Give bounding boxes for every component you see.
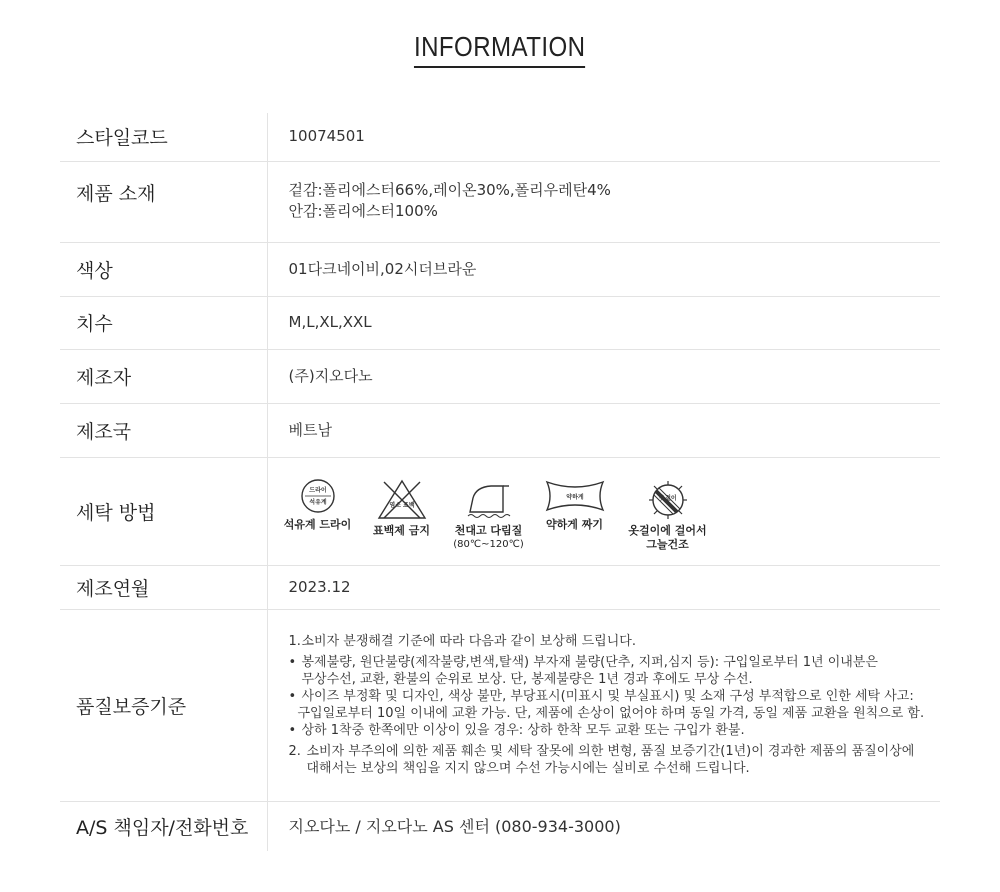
table-row (60, 609, 940, 801)
hang-dry-shade-icon (642, 478, 694, 520)
material-outer: 겉감:폴리에스터66%,레이온30%,폴리우레탄4% (288, 180, 611, 199)
row-value-as: 지오다노 / 지오다노 AS 센터 (080-934-3000) (288, 816, 621, 836)
quality-text: 구입일로부터 10일 이내에 교환 가능. 단, 제품에 손상이 없어야 하며 동일 가격, 동일 제품 교환을 원칙으로 함. (297, 706, 925, 721)
care-sublabel: (80℃~120℃) (453, 539, 524, 550)
care-item (450, 478, 528, 552)
material-lining: 안감:폴리에스터100% (288, 201, 438, 220)
row-value-material (267, 161, 940, 242)
table-row (60, 242, 940, 296)
row-label-color: 색상 (60, 242, 267, 296)
table-row (60, 457, 940, 565)
quality-mark: 1. (288, 634, 301, 649)
row-label-as: A/S 책임자/전화번호 (60, 801, 267, 851)
care-label: 옷걸이에 걸어서 (628, 524, 707, 537)
quality-line (289, 633, 941, 650)
care-label: 표백제 금지 (373, 524, 430, 537)
care-label: 석유계 드라이 (283, 518, 352, 531)
care-label: 약하게 짜기 (546, 518, 603, 531)
care-icons (284, 470, 941, 552)
no-bleach-icon (376, 478, 428, 520)
quality-text: 소비자 부주의에 의한 제품 훼손 및 세탁 잘못에 의한 변형, 품질 보증기간(1년)이 경과한 제품의 품질이상에 (306, 744, 915, 759)
care-label: 그늘건조 (646, 538, 689, 551)
icon-text: 약하게 (565, 494, 584, 501)
wring-gently-icon (543, 478, 607, 514)
quality-text: 대해서는 보상의 책임을 지지 않으며 수선 가능시에는 실비로 수선해 드립니다. (306, 761, 750, 776)
row-label-quality: 품질보증기준 (60, 609, 267, 801)
quality-line (289, 705, 941, 722)
quality-line (289, 743, 941, 760)
quality-mark: • (288, 655, 297, 670)
table-row (60, 296, 940, 349)
table-row (60, 565, 940, 609)
row-label-style-code: 스타일코드 (60, 113, 267, 161)
quality-mark (289, 705, 298, 722)
row-label-date: 제조연월 (60, 565, 267, 609)
row-label-material: 제품 소재 (60, 161, 267, 242)
quality-line (289, 671, 941, 688)
quality-mark: • (288, 689, 297, 704)
quality-mark (289, 760, 307, 777)
dry-clean-icon (296, 478, 340, 514)
quality-text: 소비자 분쟁해결 기준에 따라 다음과 같이 보상해 드립니다. (301, 634, 636, 649)
icon-text: 옷걸이 (658, 495, 677, 502)
table-row (60, 349, 940, 403)
icon-text: 석유계 (308, 499, 327, 506)
table-row (60, 161, 940, 242)
quality-line (289, 688, 941, 705)
row-value-quality (267, 609, 940, 801)
row-value-wash (267, 457, 940, 565)
row-value-style-code: 10074501 (267, 113, 940, 161)
quality-mark (289, 671, 302, 688)
row-label-maker: 제조자 (60, 349, 267, 403)
care-label: 천대고 다림질 (454, 524, 523, 537)
icon-text: 드라이 (308, 487, 327, 494)
table-row (60, 113, 940, 161)
row-label-country: 제조국 (60, 403, 267, 457)
row-label-size: 치수 (60, 296, 267, 349)
row-value-date: 2023.12 (267, 565, 940, 609)
quality-line (289, 722, 941, 739)
table-row (60, 403, 940, 457)
quality-text: 사이즈 부정확 및 디자인, 색상 불만, 부당표시(미표시 및 부실표시) 및 소재 구성 부적합으로 인한 세탁 사고: (301, 689, 914, 704)
row-value-country: 베트남 (267, 403, 940, 457)
iron-icon (463, 478, 515, 520)
care-item (360, 478, 444, 538)
quality-text: 봉제불량, 원단불량(제작불량,변색,탈색) 부자재 불량(단추, 지퍼,심지 등): 구입일로부터 1년 이내분은 (301, 655, 878, 670)
info-table (60, 113, 940, 851)
quality-text: 무상수선, 교환, 환불의 순위로 보상. 단, 봉제불량은 1년 경과 후에도 무상 수선. (301, 672, 753, 687)
icon-text: 염소 표백 (388, 502, 415, 509)
care-item (536, 478, 614, 532)
row-value-size: M,L,XL,XXL (267, 296, 940, 349)
row-value-color: 01다크네이비,02시더브라운 (267, 242, 940, 296)
page-title: INFORMATION (414, 30, 586, 68)
quality-mark: • (288, 723, 297, 738)
quality-line (289, 760, 941, 777)
table-row (60, 801, 940, 851)
care-item (620, 478, 716, 552)
title-wrap (0, 30, 1000, 68)
care-item (284, 478, 352, 532)
quality-mark: 2. (288, 744, 301, 759)
quality-line (289, 654, 941, 671)
quality-text: 상하 1착중 한쪽에만 이상이 있을 경우: 상하 한착 모두 교환 또는 구입가 환불. (301, 723, 745, 738)
row-value-maker: (주)지오다노 (267, 349, 940, 403)
row-label-wash: 세탁 방법 (60, 457, 267, 565)
